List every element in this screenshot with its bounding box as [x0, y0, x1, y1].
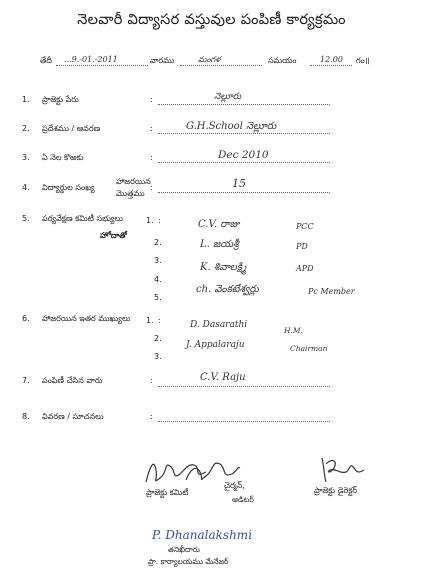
committee-member-1-role: PCC: [296, 222, 314, 231]
others-member-1-role: H.M.: [284, 326, 303, 335]
committee-member-2-name: L. జయశ్రీ: [200, 239, 239, 250]
field-4-label: విద్యార్థుల సంఖ్య: [42, 183, 95, 192]
committee-member-1-name: C.V. రాజు: [198, 219, 240, 230]
committee-member-4-role: Pc Member: [308, 287, 355, 296]
director-signature: [316, 452, 366, 486]
others-colon: :: [158, 316, 161, 325]
others-number: 6.: [22, 314, 30, 323]
auditor-sign-title: ఆడిటర్: [232, 495, 254, 504]
inspector-title: తనిఖీదారు: [168, 545, 200, 554]
committee-member-3-role: APD: [296, 264, 314, 273]
field-4-value: 15: [232, 177, 246, 190]
committee-member-3-name: K. శివాలక్ష్మి: [200, 262, 247, 273]
field-3-colon: :: [150, 153, 153, 162]
committee-member-3-index: 3.: [154, 256, 162, 265]
distributor-value: C.V. Raju: [200, 372, 246, 383]
remarks-number: 8.: [22, 412, 30, 421]
committee-sign-title: ప్రాజెక్టు కమిటీ: [146, 488, 189, 497]
field-2-colon: :: [150, 124, 153, 133]
field-1-label: ప్రాజెక్టు పేరు: [42, 95, 79, 104]
others-member-3-index: 3.: [154, 352, 162, 361]
inspector-name: P. Dhanalakshmi: [152, 528, 253, 542]
field-4-label-line3: మొత్తము: [116, 189, 145, 198]
committee-label: పర్యవేక్షణ కమిటీ సభ్యులు: [42, 214, 123, 223]
others-member-2-name: J. Appalaraju: [186, 340, 245, 350]
field-4-colon: :: [150, 183, 153, 192]
form-title: నెలవారీ విద్యాసర వస్తువుల పంపిణీ కార్యక్రమం: [77, 12, 346, 28]
field-3-value: Dec 2010: [218, 149, 269, 161]
day-value: మంగళ: [198, 55, 221, 64]
field-1-number: 1.: [22, 95, 30, 104]
date-value: ...9.-01.-2011: [64, 55, 118, 64]
field-3-underline: [158, 162, 330, 163]
remarks-label: వివరణ / సూచనలు: [42, 412, 104, 421]
field-4-label-line2: హాజరయిన: [116, 177, 151, 186]
committee-member-5-index: 5.: [154, 293, 162, 302]
others-member-2-index: 2.: [154, 334, 162, 343]
committee-member-4-name: ch. వెంకటేశ్వర్లు: [196, 284, 259, 295]
remarks-underline: [158, 421, 330, 422]
field-4-underline: [158, 192, 330, 193]
committee-sublabel: హోదాతో: [100, 231, 127, 240]
field-2-label: ప్రదేశము / ఆవరణ: [42, 124, 101, 133]
distributor-underline: [158, 386, 330, 387]
time-unit: గం॥: [356, 56, 370, 65]
committee-number: 5.: [22, 214, 30, 223]
others-member-1-name: D. Dasarathi: [190, 320, 248, 330]
others-member-1-index: 1.: [146, 316, 154, 325]
distributor-label: పంపిణీ చేసిన వారు: [42, 376, 103, 385]
time-label: సమయం: [268, 56, 297, 65]
field-1-value: నెల్లూరు: [214, 92, 242, 102]
day-underline: [180, 65, 262, 66]
date-label: తేదీ: [40, 56, 52, 65]
field-2-number: 2.: [22, 124, 30, 133]
distributor-number: 7.: [22, 376, 30, 385]
distributor-colon: :: [150, 376, 153, 385]
field-1-underline: [158, 104, 330, 105]
field-3-label: ఏ నెల కొఱకు: [42, 153, 84, 162]
committee-member-4-index: 4.: [154, 275, 162, 284]
committee-member-2-index: 2.: [154, 238, 162, 247]
committee-member-1-index: 1.: [146, 216, 154, 225]
committee-colon: :: [158, 216, 161, 225]
time-value: 12.00: [320, 55, 343, 64]
others-label: హాజరయిన ఇతర ముఖ్యులు: [42, 314, 131, 323]
others-member-2-role: Chairman: [290, 344, 328, 353]
field-1-colon: :: [150, 95, 153, 104]
director-sign-title: ప్రాజెక్టు డైరెక్టర్: [314, 486, 358, 495]
date-underline: [56, 65, 148, 66]
chairman-sign-title: చైర్మన్,: [224, 481, 245, 490]
field-4-number: 4.: [22, 183, 30, 192]
remarks-colon: :: [150, 412, 153, 421]
time-underline: [310, 65, 352, 66]
field-2-value: G.H.School నెల్లూరు: [186, 121, 277, 132]
field-3-number: 3.: [22, 153, 30, 162]
day-label: వారము: [150, 56, 175, 65]
committee-member-2-role: PD: [296, 242, 308, 251]
inspector-office: ప్రా. కార్యాలయము మేనేజర్: [148, 557, 229, 566]
